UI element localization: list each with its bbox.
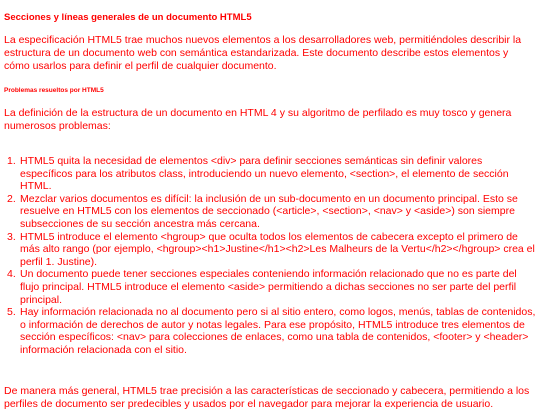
list-item-text: Un documento puede tener secciones especiales conteniendo información relacionado que no es parte del flujo principal. HTML5 introduce el elemento <aside> permitiendo a dichas secciones no ser parte del perfil principal. bbox=[20, 268, 517, 306]
list-item-text: HTML5 introduce el elemento <hgroup> que oculta todos los elementos de cabecera excepto el primero de más alto rango (por ejemplo, <hgroup><h1>Justine</h1><h2>Les Malheurs de la Vertu</h2></hgroup> crea el perfil 1. Justine). bbox=[20, 230, 535, 268]
section-heading: Problemas resueltos por HTML5 bbox=[4, 87, 104, 94]
list-item-text: HTML5 quita la necesidad de elementos <div> para definir secciones semánticas sin definir valores específicos para los atributos class, introduciendo un nuevo elemento, <section>, el elemento de sección HTML. bbox=[20, 155, 509, 193]
outro-paragraph: De manera más general, HTML5 trae precisión a las características de seccionado y cabecera, permitiendo a los perfiles de documento ser predecibles y usados por el navegador para mejorar la experiencia de usuario. bbox=[4, 385, 530, 410]
list-item-number: 5. bbox=[7, 306, 16, 319]
intro-paragraph: La especificación HTML5 trae muchos nuevos elementos a los desarrolladores web, permitiéndoles describir la estructura de un documento web con semántica estandarizada. Este documento describe estos elementos y cómo usarlos para definir el perfil de cualquier documento. bbox=[4, 34, 522, 72]
list-item-number: 3. bbox=[7, 230, 16, 243]
list-item-number: 2. bbox=[7, 192, 16, 205]
list-item bbox=[7, 192, 536, 231]
list-item bbox=[7, 155, 536, 193]
list-item-text: Mezclar varios documentos es difícil: la inclusión de un sub-documento en un documento principal. Esto se resuelve en HTML5 con los elementos de seccionado (<article>, <section>, <nav> y <aside>) son siempre subsecciones de su sección ancestra más cercana. bbox=[20, 192, 518, 230]
list-item bbox=[7, 306, 536, 356]
list-item-number: 1. bbox=[7, 155, 16, 167]
problems-list bbox=[7, 155, 536, 357]
list-item bbox=[7, 268, 536, 306]
list-item bbox=[7, 230, 536, 269]
lead-paragraph: La definición de la estructura de un documento en HTML 4 y su algoritmo de perfilado es muy tosco y genera numerosos problemas: bbox=[4, 107, 512, 132]
page-title: Secciones y líneas generales de un documento HTML5 bbox=[4, 12, 252, 23]
list-item-text: Hay información relacionada no al documento pero si al sitio entero, como logos, menús, tablas de contenidos, o información de derechos de autor y notas legales. Para ese propósito, HTML5 introduce tres elementos de sección específicos: <nav> para colecciones de enlaces, como una tabla de contenidos, <footer> y <header> información relacionada con el sitio. bbox=[20, 306, 536, 356]
list-item-number: 4. bbox=[7, 268, 16, 281]
